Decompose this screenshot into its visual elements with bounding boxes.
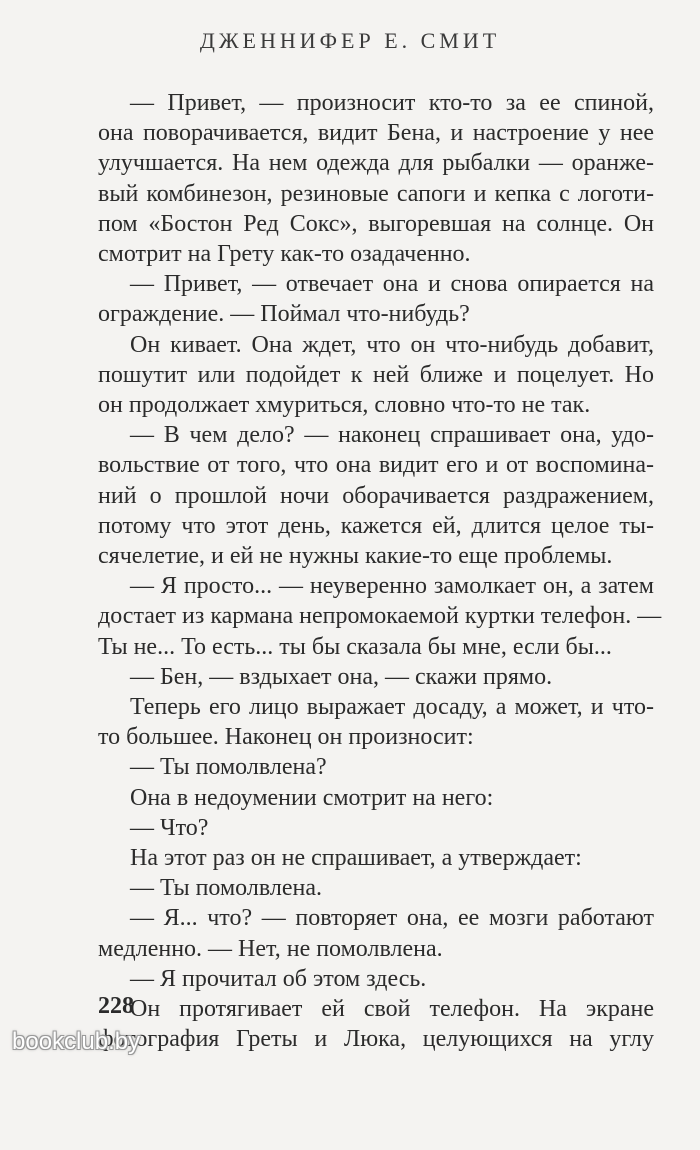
- text-line: достает из кармана непромокаемой куртки телефон. —: [98, 603, 662, 630]
- text-line: смотрит на Грету как-то озадаченно.: [98, 241, 471, 268]
- text-line: — Привет, — произносит кто-то за ее спиной,: [130, 90, 654, 116]
- text-line: Он кивает. Она ждет, что он что-нибудь добавит,: [130, 331, 654, 358]
- body-text: [98, 88, 662, 1055]
- paragraph: [98, 813, 654, 843]
- text-line: пошутит или подойдет к ней ближе и поцелует. Но: [98, 361, 654, 388]
- text-line: — Я прочитал об этом здесь.: [130, 965, 427, 992]
- paragraph: [98, 662, 654, 692]
- text-line: — Ты помолвлена?: [130, 754, 327, 781]
- text-line: Он протягивает ей свой телефон. На экране: [130, 996, 654, 1023]
- text-line: то большее. Наконец он произносит:: [98, 724, 474, 751]
- paragraph: [98, 420, 654, 571]
- paragraph: [98, 964, 654, 994]
- text-line: улучшается. На нем одежда для рыбалки — оранже-: [98, 150, 654, 177]
- text-line: — Я просто... — неуверенно замолкает он, а затем: [130, 573, 654, 600]
- paragraph: [98, 752, 654, 782]
- text-line: — Что?: [130, 814, 209, 841]
- paragraph: [98, 269, 654, 329]
- text-line: фотография Греты и Люка, целующихся на углу: [98, 1026, 654, 1053]
- page-number: 228: [98, 993, 134, 1019]
- text-line: она поворачивается, видит Бена, и настроение у нее: [98, 120, 654, 147]
- paragraph: [98, 783, 654, 813]
- paragraph: [98, 873, 654, 903]
- text-line: он продолжает хмуриться, словно что-то не так.: [98, 392, 591, 419]
- text-line: — Ты помолвлена.: [130, 875, 322, 902]
- text-line: медленно. — Нет, не помолвлена.: [98, 935, 443, 962]
- text-line: — Бен, — вздыхает она, — скажи прямо.: [130, 663, 553, 690]
- text-line: Она в недоумении смотрит на него:: [130, 784, 494, 811]
- text-line: На этот раз он не спрашивает, а утверждает:: [130, 845, 582, 872]
- paragraph: [98, 88, 654, 269]
- paragraph: [98, 903, 654, 963]
- text-line: — В чем дело? — наконец спрашивает она, удо-: [130, 422, 654, 449]
- text-line: — Привет, — отвечает она и снова опирается на: [130, 271, 654, 298]
- text-line: Ты не... То есть... ты бы сказала бы мне, если бы...: [98, 633, 612, 660]
- text-line: пом «Бостон Ред Сокс», выгоревшая на солнце. Он: [98, 210, 654, 237]
- text-line: — Я... что? — повторяет она, ее мозги работают: [130, 905, 654, 932]
- paragraph: [98, 994, 654, 1054]
- paragraph: [98, 843, 654, 873]
- paragraph: [98, 692, 654, 752]
- text-line: вый комбинезон, резиновые сапоги и кепка с логоти-: [98, 180, 654, 207]
- text-line: ограждение. — Поймал что-нибудь?: [98, 301, 470, 328]
- text-line: ний о прошлой ночи оборачивается раздражением,: [98, 482, 654, 509]
- text-line: сячелетие, и ей не нужны какие-то еще проблемы.: [98, 543, 613, 570]
- running-head: ДЖЕННИФЕР Е. СМИТ: [199, 28, 501, 53]
- text-line: Теперь его лицо выражает досаду, а может, и что-: [130, 694, 654, 721]
- paragraph: [98, 330, 654, 421]
- paragraph: [98, 571, 662, 662]
- watermark: bookclub.by: [12, 1028, 141, 1055]
- text-line: вольствие от того, что она видит его и от воспомина-: [98, 452, 654, 479]
- text-line: потому что этот день, кажется ей, длится целое ты-: [98, 512, 654, 539]
